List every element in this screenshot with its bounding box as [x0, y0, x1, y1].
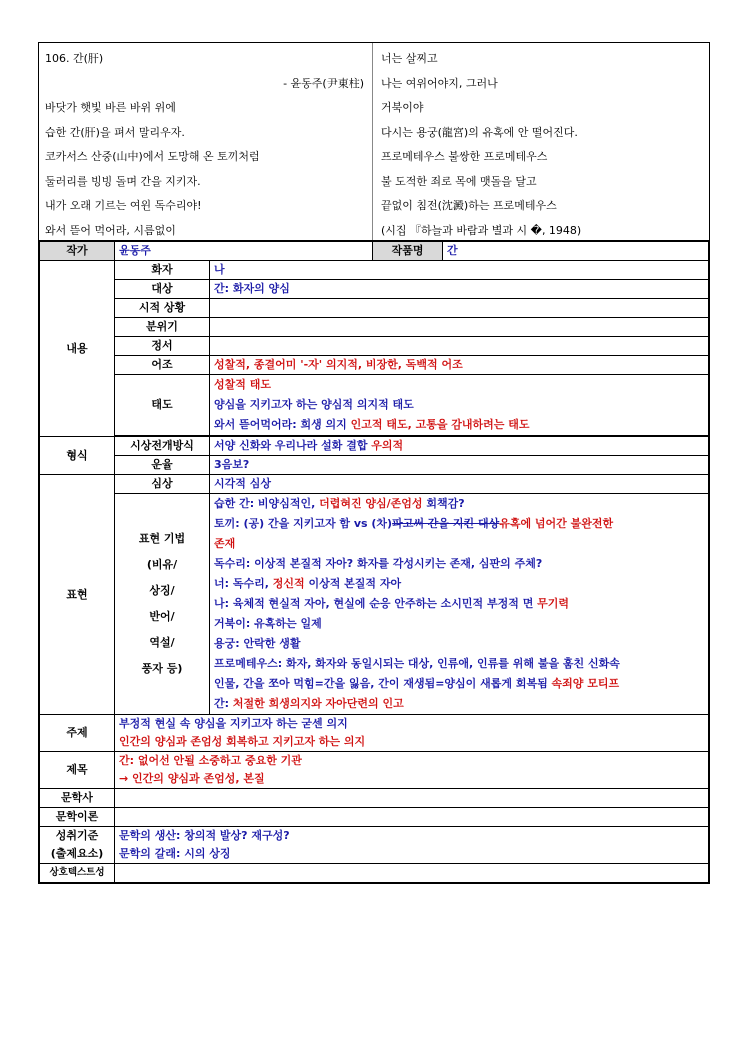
- poem-line: 코카서스 산중(山中)에서 도망해 온 토끼처럼: [45, 150, 260, 163]
- content-label: 내용: [40, 261, 115, 437]
- tone-label: 어조: [115, 356, 210, 375]
- theme-value: 부정적 현실 속 양심을 지키고자 하는 굳센 의지 인간의 양심과 존엄성 회복하고 지키고자 하는 의지: [115, 715, 709, 752]
- speaker-label: 화자: [115, 261, 210, 280]
- intertext-value: [115, 864, 709, 883]
- technique-line: 나: 육체적 현실적 자아, 현실에 순응 안주하는 소시민적 부정적 면 무기력: [214, 597, 570, 610]
- imagery-label: 심상: [115, 475, 210, 494]
- technique-line: 간: 처절한 희생의지와 자아단련의 인고: [214, 697, 404, 710]
- analysis-table: [39, 241, 709, 883]
- worksheet: [38, 42, 710, 884]
- lit-history-label: 문학사: [40, 789, 115, 808]
- poem-line: 습한 간(肝)을 펴서 말리우자.: [45, 125, 185, 139]
- poem-heading: 106. 간(肝): [45, 52, 104, 65]
- expression-label: 표현: [40, 475, 115, 715]
- speaker-value: 나: [210, 261, 709, 280]
- technique-line: 프로메테우스: 화자, 화자와 동일시되는 대상, 인류애, 인류를 위해 불을 훔친 신화속: [214, 657, 620, 670]
- technique-value: [210, 494, 709, 715]
- object-label: 대상: [115, 280, 210, 299]
- imagery-value: 시각적 심상: [210, 475, 709, 494]
- technique-line: 거북이: 유혹하는 일제: [214, 617, 322, 630]
- intertext-label: 상호텍스트성: [40, 864, 115, 883]
- poem-line: 너는 살찌고: [381, 52, 438, 65]
- lit-theory-value: [115, 808, 709, 827]
- mood-label: 분위기: [115, 318, 210, 337]
- technique-line: 용궁: 안락한 생활: [214, 637, 301, 650]
- development-value: 서양 신화와 우리나라 설화 결합 우의적: [210, 437, 709, 456]
- situation-label: 시적 상황: [115, 299, 210, 318]
- poem-line: 프로메테우스 불쌍한 프로메테우스: [381, 150, 548, 163]
- poem-line: 둘러리를 빙빙 돌며 간을 지키자.: [45, 174, 201, 188]
- attitude-line: 성찰적 태도: [214, 378, 271, 391]
- mood-value: [210, 318, 709, 337]
- object-value: 간: 화자의 양심: [210, 280, 709, 299]
- attitude-value: [210, 375, 709, 436]
- poem-line: 내가 오래 기르는 여윈 독수리야!: [45, 199, 202, 212]
- technique-line: 독수리: 이상적 본질적 자아? 화자를 각성시키는 존재, 심판의 주체?: [214, 557, 543, 570]
- title-meaning-label: 제목: [40, 752, 115, 789]
- writer-label: 작가: [40, 242, 115, 261]
- poem-author: - 윤동주(尹東柱): [283, 76, 364, 90]
- attitude-label: 태도: [115, 375, 210, 436]
- poem-source: (시집 『하늘과 바람과 별과 시 �, 1948): [381, 223, 582, 237]
- lit-theory-label: 문학이론: [40, 808, 115, 827]
- emotion-value: [210, 337, 709, 356]
- technique-line: 존재: [214, 537, 236, 550]
- title-value: 간: [443, 242, 709, 261]
- development-label: 시상전개방식: [115, 437, 210, 456]
- theme-label: 주제: [40, 715, 115, 752]
- poem-line: 거북이야: [381, 101, 424, 114]
- lit-history-value: [115, 789, 709, 808]
- achievement-label: 성취기준 (출제요소): [40, 827, 115, 864]
- poem-line: 와서 뜯어 먹어라, 시름없이: [45, 223, 176, 237]
- poem-left-column: [39, 43, 373, 240]
- writer-value: 윤동주: [115, 242, 373, 261]
- poem-line: 바닷가 햇빛 바른 바위 위에: [45, 101, 176, 114]
- technique-line: 습한 간: 비양심적인, 더렵혀진 양심/존엄성 회책감?: [214, 497, 465, 510]
- poem-line: 다시는 용궁(龍宮)의 유혹에 안 떨어진다.: [381, 125, 578, 139]
- emotion-label: 정서: [115, 337, 210, 356]
- rhythm-label: 운율: [115, 456, 210, 475]
- poem-line: 끝없이 침전(沈澱)하는 프로메테우스: [381, 199, 557, 212]
- technique-line: 너: 독수리, 정신적 이상적 본질적 자아: [214, 577, 402, 590]
- attitude-line: 양심을 지키고자 하는 양심적 의지적 태도: [214, 398, 414, 411]
- title-meaning-value: 간: 없어선 안될 소중하고 중요한 기관 → 인간의 양심과 존엄성, 본질: [115, 752, 709, 789]
- poem-line: 불 도적한 죄로 목에 맷돌을 달고: [381, 174, 537, 188]
- situation-value: [210, 299, 709, 318]
- title-label: 작품명: [373, 242, 443, 261]
- technique-line: 토끼: (공) 간을 지키고자 함 vs (차)파고써 간을 지킨 대상유혹에 넘어간 불완전한: [214, 517, 614, 530]
- form-label: 형식: [40, 437, 115, 475]
- achievement-value: 문학의 생산: 창의적 발상? 재구성? 문학의 갈래: 시의 상징: [115, 827, 709, 864]
- rhythm-value: 3음보?: [210, 456, 709, 475]
- technique-line: 인물, 간을 쪼아 먹힘=간을 잃음, 간이 재생됨=양심이 새롭게 회복됨 속죄양 모티프: [214, 677, 620, 690]
- technique-label: 표현 기법 (비유/ 상징/ 반어/ 역설/ 풍자 등): [115, 494, 210, 715]
- poem-right-column: [373, 43, 709, 240]
- poem-section: [39, 43, 709, 241]
- tone-value: 성찰적, 종결어미 '-자' 의지적, 비장한, 독백적 어조: [210, 356, 709, 375]
- attitude-line: 와서 뜯어먹어라: 희생 의지 인고적 태도, 고통을 감내하려는 태도: [214, 418, 530, 431]
- poem-line: 나는 여위어야지, 그러나: [381, 76, 498, 90]
